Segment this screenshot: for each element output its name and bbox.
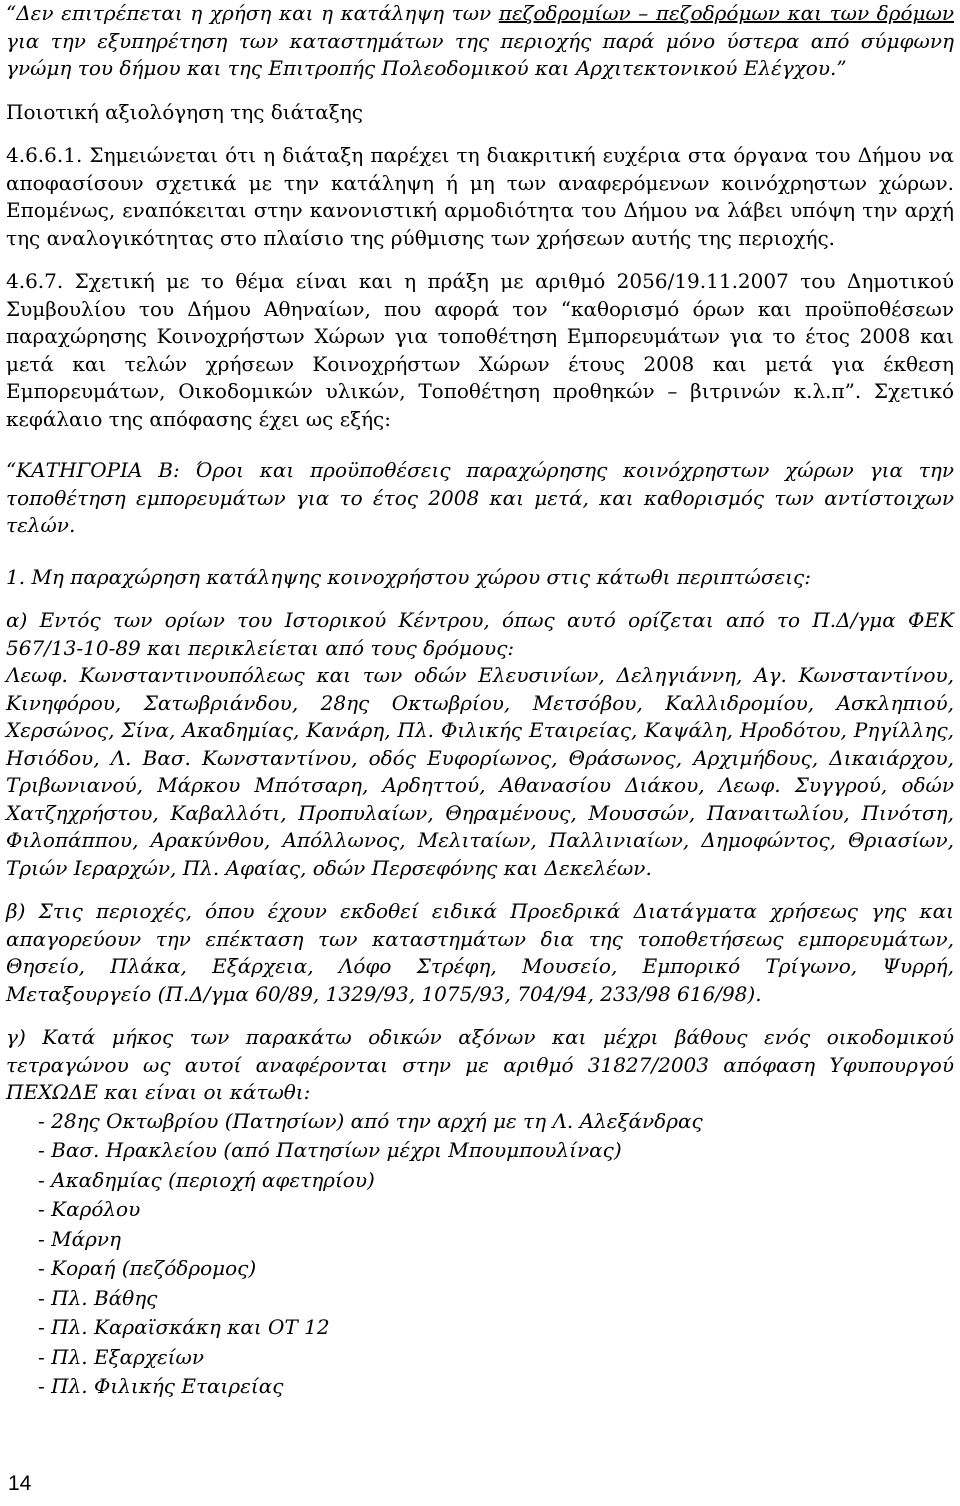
page-number: 14 xyxy=(8,1472,32,1495)
category-b-title: “ΚΑΤΗΓΟΡΙΑ Β: Όροι και προϋποθέσεις παραχώρησης κοινόχρηστων χώρων για την τοποθέτηση εμπορευμάτων για το έτος 2008 και μετά, και καθορισμός των αντίστοιχων τελών. xyxy=(6,458,954,537)
list-item: - Πλ. Φιλικής Εταιρείας xyxy=(38,1372,954,1402)
paragraph-4-6-7: 4.6.7. Σχετική με το θέμα είναι και η πράξη με αριθμό 2056/19.11.2007 του Δημοτικού Συμβουλίου του Δήμου Αθηναίων, που αφορά τον “καθορισμό όρων και προϋποθέσεων παραχώρησης Κοινοχρήστων Χώρων για τοποθέτηση Εμπορευμάτων για το έτος 2008 και μετά και τελών χρήσεων Κοινοχρήστων Χώρων έτους 2008 και μετά για έκθεση Εμπορευμάτων, Οικοδομικών υλικών, Τοποθέτηση προθηκών – βιτρινών κ.λ.π”. Σχετικό κεφάλαιο της απόφασης έχει ως εξής: xyxy=(6,269,954,431)
list-item: - Πλ. Εξαρχείων xyxy=(38,1343,954,1373)
item-a: α) Εντός των ορίων του Ιστορικού Κέντρου, όπως αυτό ορίζεται από το Π.Δ/γμα ΦΕΚ 567/13-10-89 και περικλείεται από τους δρόμους: xyxy=(6,608,954,660)
open-quote: “ xyxy=(6,1,17,25)
list-item: - Ακαδημίας (περιοχή αφετηρίου) xyxy=(38,1166,954,1196)
quote-underlined: πεζοδρομίων – πεζοδρόμων και των δρόμων xyxy=(498,1,954,25)
list-item: - Μάρνη xyxy=(38,1225,954,1255)
item-b: β) Στις περιοχές, όπου έχουν εκδοθεί ειδικά Προεδρικά Διατάγματα χρήσεως γης και απαγορεύουν την επέκταση των καταστημάτων δια της τοποθετήσεως εμπορευμάτων, Θησείο, Πλάκα, Εξάρχεια, Λόφο Στρέφη, Μουσείο, Εμπορικό Τρίγωνο, Ψυρρή, Μεταξουργείο (Π.Δ/γμα 60/89, 1329/93, 1075/93, 704/94, 233/98 616/98). xyxy=(6,899,954,1006)
streets-a: Λεωφ. Κωνσταντινουπόλεως και των οδών Ελευσινίων, Δεληγιάννη, Αγ. Κωνσταντίνου, Κινηφόρου, Σατωβριάνδου, 28ης Οκτωβρίου, Μετσόβου, Καλλιδρομίου, Ασκληπιού, Χερσώνος, Σίνα, Ακαδημίας, Κανάρη, Πλ. Φιλικής Εταιρείας, Καψάλη, Ηροδότου, Ρηγίλλης, Ησιόδου, Λ. Βασ. Κωνσταντίνου, οδός Ευφορίωνος, Θράσωνος, Αρχιμήδους, Δικαιάρχου, Τριβωνιανού, Μάρκου Μπότσαρη, Αρδηττού, Αθανασίου Διάκου, Λεωφ. Συγγρού, οδών Χατζηχρήστου, Καβαλλότι, Προπυλαίων, Θηραμένους, Μουσσών, Παναιτωλίου, Πινότση, Φιλοπάππου, Αρακύνθου, Απόλλωνος, Μελιταίων, Παλλινιαίων, Δημοφώντος, Θριασίων, Τριών Ιεραρχών, Πλ. Αφαίας, οδών Περσεφόνης και Δεκελέων. xyxy=(6,663,954,880)
list-item: - Κοραή (πεζόδρομος) xyxy=(38,1254,954,1284)
item-1: 1. Μη παραχώρηση κατάληψης κοινοχρήστου χώρου στις κάτωθι περιπτώσεις: xyxy=(6,564,811,589)
item-c: γ) Κατά μήκος των παρακάτω οδικών αξόνων και μέχρι βάθους ενός οικοδομικού τετραγώνου ως αυτοί αναφέρονται στην με αριθμό 31827/2003 απόφαση Υφυπουργού ΠΕΧΩΔΕ και είναι οι κάτωθι: xyxy=(6,1025,954,1104)
road-axes-list xyxy=(6,1107,954,1402)
list-item: - Καρόλου xyxy=(38,1195,954,1225)
paragraph-4-6-6-1: 4.6.6.1. Σημειώνεται ότι η διάταξη παρέχει τη διακριτική ευχέρια στα όργανα του Δήμου να αποφασίσουν σχετικά με την κατάληψη ή μη των αναφερόμενων κοινόχρηστων χώρων. Επομένως, εναπόκειται στην κανονιστική αρμοδιότητα του Δήμου να λάβει υπόψη την αρχή της αναλογικότητας στο πλαίσιο της ρύθμισης των χρήσεων αυτής της περιοχής. xyxy=(6,143,954,250)
quote-text-1: Δεν επιτρέπεται η χρήση και η κατάληψη των xyxy=(16,1,499,25)
section-heading: Ποιοτική αξιολόγηση της διάταξης xyxy=(6,99,363,124)
quote-text-2: για την εξυπηρέτηση των καταστημάτων της περιοχής παρά μόνο ύστερα από σύμφωνη γνώμη του δήμου και της Επιτροπής Πολεοδομικού και Αρχιτεκτονικού Ελέγχου. xyxy=(6,28,954,80)
list-item: - Πλ. Καραϊσκάκη και ΟΤ 12 xyxy=(38,1313,954,1343)
quoted-provision xyxy=(6,0,954,83)
close-quote: ” xyxy=(836,56,847,80)
list-item: - Βασ. Ηρακλείου (από Πατησίων μέχρι Μπουμπουλίνας) xyxy=(38,1136,954,1166)
document-page xyxy=(6,0,954,1402)
list-item: - 28ης Οκτωβρίου (Πατησίων) από την αρχή με τη Λ. Αλεξάνδρας xyxy=(38,1107,954,1137)
list-item: - Πλ. Βάθης xyxy=(38,1284,954,1314)
